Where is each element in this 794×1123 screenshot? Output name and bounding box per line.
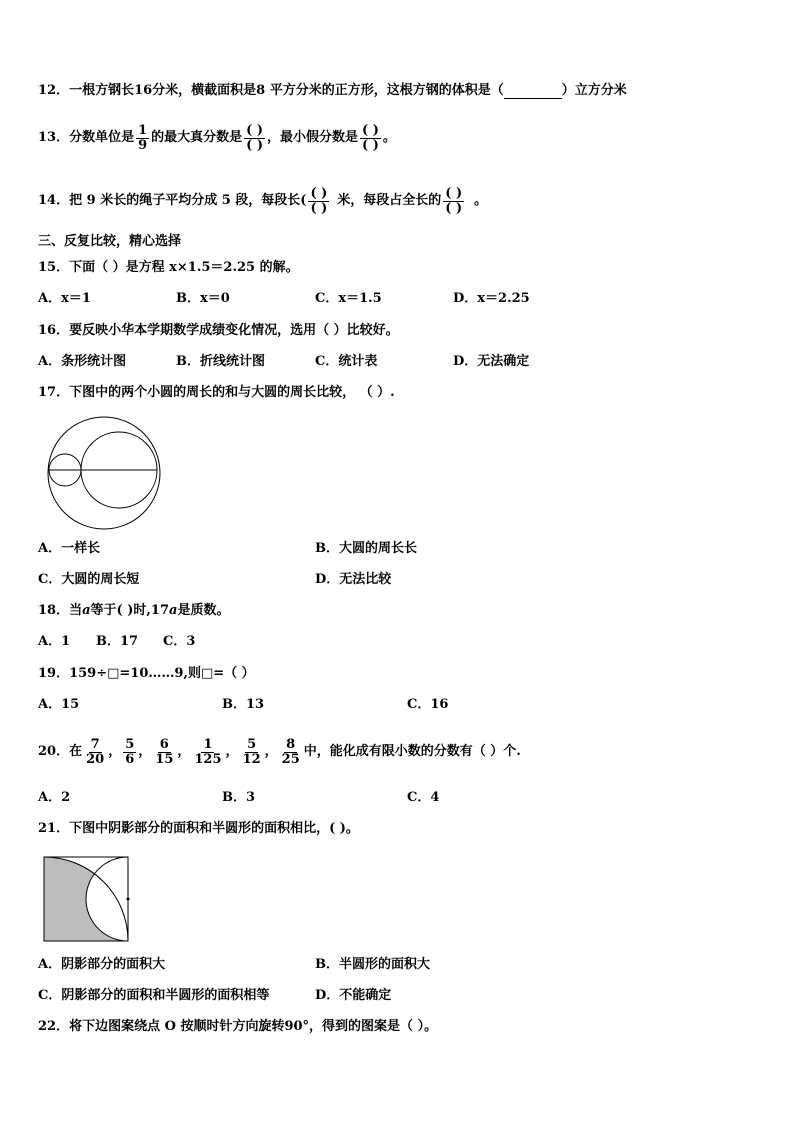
fraction-numerator-blank: ( ): [246, 122, 263, 138]
answer-fraction-blank[interactable]: [244, 124, 265, 153]
question-22: [38, 1019, 437, 1035]
question-text: 下图中阴影部分的面积和半圆形的面积相比，( )。: [69, 821, 359, 836]
fraction-denominator-blank: ( ): [246, 137, 263, 153]
fraction-denominator-blank: ( ): [362, 137, 379, 153]
option-d[interactable]: D．x＝2.25: [453, 291, 530, 306]
question-number: 22．: [38, 1019, 70, 1034]
fraction-numerator-blank: ( ): [362, 122, 379, 138]
option-a[interactable]: A．2: [38, 790, 71, 805]
question-text: 下图中的两个小圆的周长的和与大圆的周长比较， （ ）.: [69, 385, 395, 400]
option-a[interactable]: A．条形统计图: [38, 354, 127, 369]
fraction: [84, 738, 106, 767]
option-b[interactable]: B．大圆的周长长: [315, 541, 417, 556]
fraction-numerator: 1: [138, 122, 148, 138]
fraction-numerator: 1: [203, 736, 213, 752]
question-15: [38, 260, 299, 276]
question-text: 在: [69, 744, 83, 759]
fraction-numerator: 6: [159, 736, 169, 752]
variable-a: a: [82, 603, 91, 618]
fraction-denominator: 12: [242, 751, 261, 767]
question-text: 米，每段占全长的: [337, 193, 442, 208]
answer-fraction-blank[interactable]: [308, 187, 329, 216]
option-b[interactable]: B．3: [222, 790, 256, 805]
question-number: 17．: [38, 385, 70, 400]
fraction-denominator: 125: [194, 751, 222, 767]
question-18: [38, 603, 229, 619]
fraction: [153, 738, 175, 767]
question-number: 21．: [38, 821, 70, 836]
fraction-denominator: 20: [86, 751, 105, 767]
option-c[interactable]: C．大圆的周长短: [38, 572, 140, 587]
question-text: 分数单位是: [69, 130, 135, 145]
option-c[interactable]: C．x＝1.5: [315, 291, 382, 306]
question-text: 中，能化成有限小数的分数有（ ）个.: [303, 744, 521, 759]
question-text: 等于( )时,17: [90, 603, 169, 618]
question-text: 下面（ ）是方程 x×1.5＝2.25 的解。: [69, 260, 299, 275]
fraction-denominator-blank: ( ): [445, 200, 463, 216]
fraction-numerator-blank: ( ): [445, 185, 463, 201]
question-number: 15．: [38, 260, 70, 275]
question-number: 18．: [38, 603, 70, 618]
question-21: [38, 821, 359, 837]
option-b[interactable]: B．半圆形的面积大: [315, 957, 430, 972]
option-a[interactable]: A．阴影部分的面积大: [38, 957, 166, 972]
option-b[interactable]: B．x＝0: [176, 291, 230, 306]
question-number: 16．: [38, 323, 70, 338]
answer-fraction-blank[interactable]: [443, 187, 464, 216]
question-number: 14．: [38, 193, 70, 208]
question-text-end: 。: [474, 193, 488, 208]
option-a[interactable]: A．1: [38, 634, 71, 649]
shaded-figure: [42, 855, 132, 943]
question-text: 要反映小华本学期数学成绩变化情况，选用（ ）比较好。: [69, 323, 399, 338]
question-text: ，最小假分数是: [267, 130, 359, 145]
question-16: [38, 323, 399, 339]
fraction-denominator-blank: ( ): [310, 200, 328, 216]
option-d[interactable]: D．无法比较: [315, 572, 392, 587]
question-14: [38, 178, 487, 224]
question-text: 的最大真分数是: [151, 130, 243, 145]
fraction-numerator: 5: [247, 736, 257, 752]
question-text: 把 9 米长的绳子平均分成 5 段，每段长(: [69, 193, 307, 208]
question-19: [38, 666, 255, 682]
option-a[interactable]: A．x＝1: [38, 291, 91, 306]
fraction-denominator: 6: [125, 751, 135, 767]
question-20: 20． 在 $\frac{7}{20}$ ， $\frac{5}{6}$ ， $\frac{6}{15}$ ， $\frac{1}{125}$ ， $\frac{5}{12}$ ， $\frac{8}{25}$ 中，能化成有限小数的分数有（ ）个.: [38, 736, 521, 767]
option-c[interactable]: C．16: [407, 697, 449, 712]
answer-fraction-blank[interactable]: [360, 124, 381, 153]
question-text: 将下边图案绕点 O 按顺时针方向旋转90°，得到的图案是（ ）。: [69, 1019, 438, 1034]
option-c[interactable]: C．4: [407, 790, 440, 805]
question-number: 12．: [38, 83, 70, 98]
section-title: 三、反复比较，精心选择: [38, 234, 182, 249]
fraction-numerator: 5: [125, 736, 135, 752]
fraction: [123, 738, 136, 767]
fraction-denominator: 9: [138, 137, 148, 153]
fraction-numerator: 7: [90, 736, 100, 752]
fraction: [192, 738, 223, 767]
option-c[interactable]: C．3: [163, 634, 196, 649]
circles-figure: [44, 415, 164, 535]
option-c[interactable]: C．统计表: [315, 354, 378, 369]
question-text-end: 。: [382, 130, 396, 145]
question-number: 13．: [38, 130, 70, 145]
option-d[interactable]: D．无法确定: [453, 354, 530, 369]
answer-blank[interactable]: [504, 86, 562, 99]
fraction-unit: [136, 124, 149, 153]
fraction-denominator: 15: [155, 751, 174, 767]
option-a[interactable]: A．一样长: [38, 541, 101, 556]
question-number: 19．: [38, 666, 70, 681]
question-number: 20．: [38, 744, 70, 759]
option-b[interactable]: B．13: [222, 697, 265, 712]
option-b[interactable]: B．17: [96, 634, 139, 649]
question-17: [38, 385, 395, 401]
question-text-end: ）立方分米: [561, 83, 627, 98]
question-12: [38, 83, 627, 99]
question-text: 一根方钢长16分米，横截面积是8 平方分米的正方形，这根方钢的体积是（: [69, 83, 504, 98]
option-d[interactable]: D．不能确定: [315, 988, 392, 1003]
center-dot: [127, 898, 130, 901]
fraction-numerator-blank: ( ): [310, 185, 328, 201]
fraction: [280, 738, 302, 767]
question-text: 是质数。: [177, 603, 230, 618]
question-text: 159÷□=10……9,则□=（ ）: [69, 666, 255, 681]
fraction: [241, 738, 263, 767]
option-a[interactable]: A．15: [38, 697, 80, 712]
large-circle: [48, 417, 160, 529]
question-13: [38, 118, 396, 158]
option-b[interactable]: B．折线统计图: [176, 354, 265, 369]
question-text: 当: [69, 603, 83, 618]
fraction-numerator: 8: [286, 736, 296, 752]
variable-a: a: [169, 603, 178, 618]
option-c[interactable]: C．阴影部分的面积和半圆形的面积相等: [38, 988, 270, 1003]
fraction-denominator: 25: [281, 751, 300, 767]
